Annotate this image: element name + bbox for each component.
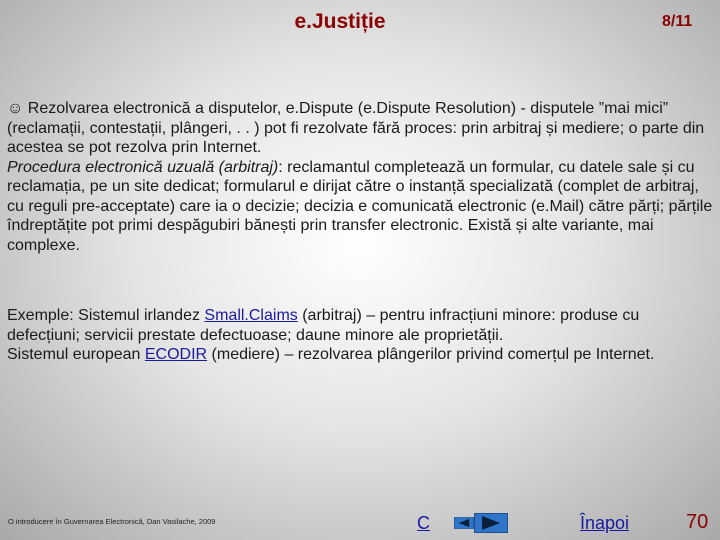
back-link[interactable]: Înapoi bbox=[580, 513, 630, 533]
smiley-bullet-icon: ☺ bbox=[7, 100, 24, 117]
footer-credit: O introducere în Guvernarea Electronică, Dan Vasilache, 2009 bbox=[8, 517, 216, 526]
italic-phrase: Procedura electronică uzuală (arbitraj) bbox=[7, 158, 279, 176]
paragraph-text: Sistemul european bbox=[7, 346, 145, 363]
page-indicator: 8/11 bbox=[662, 13, 693, 30]
next-button[interactable] bbox=[474, 513, 508, 533]
contents-link[interactable]: C bbox=[417, 513, 430, 533]
right-arrow-icon bbox=[474, 513, 508, 533]
paragraph-text: : reclamantul completează un formular, cu datele sale și cu reclamația, pe un site dedicat; formularul e dirijat către o instanță specializată (complet de arbitraj, cu reguli pre-acceptate) care ia o decizie; decizia e comunicată electronic (e.Mail) către părți; părțile îndreptățite pot primi despăgubiri bănești prin transfer electronic. Există și alte variante, mai complexe. bbox=[7, 158, 713, 254]
previous-button[interactable] bbox=[454, 513, 474, 533]
paragraph-text: (arbitraj) – pentru infracțiuni minore: produse cu defecțiuni; servicii prestate defectuoase; daune minore ale proprietății. bbox=[7, 307, 640, 344]
paragraph-dispute-resolution bbox=[7, 99, 715, 255]
page-title: e.Justiție bbox=[294, 10, 386, 33]
paragraph-text: (mediere) – rezolvarea plângerilor privind comerțul pe Internet. bbox=[207, 346, 655, 363]
left-arrow-icon bbox=[454, 517, 474, 529]
paragraph-text: Exemple: Sistemul irlandez bbox=[7, 307, 205, 324]
paragraph-examples bbox=[7, 306, 715, 365]
slide-number: 70 bbox=[686, 511, 709, 533]
ecodir-link[interactable]: ECODIR bbox=[144, 346, 208, 363]
paragraph-text: Rezolvarea electronică a disputelor, e.Dispute (e.Dispute Resolution) - disputele ”mai mici” (reclamații, contestații, plângeri, . . ) pot fi rezolvate fără proces: prin arbitraj și mediere; o parte din acestea se pot rezolva prin Internet. bbox=[7, 100, 705, 156]
small-claims-link[interactable]: Small.Claims bbox=[204, 307, 298, 324]
